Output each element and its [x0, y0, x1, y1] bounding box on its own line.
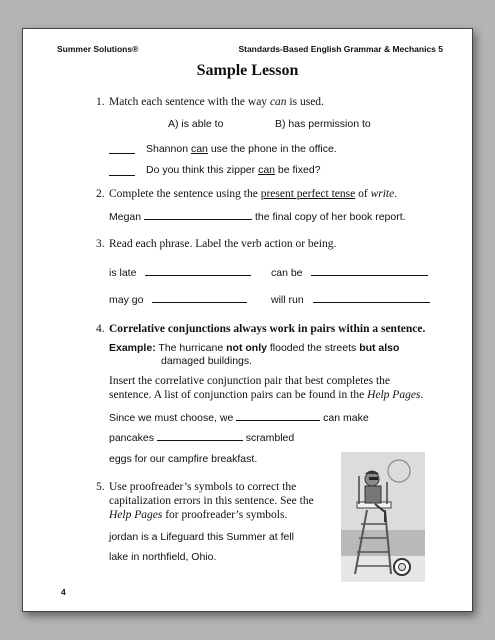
q4-answer-blank-1[interactable] — [236, 411, 320, 421]
q3-phrase-2 — [271, 266, 428, 279]
q3-phrase-4-text: will run — [271, 294, 304, 306]
q5-instruction-line-3-end: for proofreader’s symbols. — [162, 509, 288, 521]
q2-instruction-write: write — [370, 188, 395, 200]
q5-sentence-line-1: jordan is a Lifeguard this Summer at fell — [109, 531, 295, 543]
q3-answer-blank-2[interactable] — [311, 266, 428, 276]
q5-number: 5. — [96, 481, 105, 493]
q4-instruction-line-2-text: sentence. A list of conjunction pairs can be found in the — [109, 389, 368, 401]
header-series-title: Summer Solutions® — [57, 44, 139, 54]
q1-s1-post: use the phone in the office. — [207, 143, 337, 155]
q1-instruction-can: can — [269, 96, 287, 108]
q4-number: 4. — [96, 323, 105, 335]
q3-answer-blank-3[interactable] — [152, 293, 247, 303]
q3-phrase-4 — [271, 293, 430, 306]
q3-phrase-3-text: may go — [109, 294, 144, 306]
q5-help-pages: Help Pages — [109, 509, 163, 521]
q5-instruction-line-3 — [109, 509, 287, 521]
q4-example-label: Example: — [109, 342, 156, 354]
q4-sentence-1-start: Since we must choose, we — [109, 412, 234, 424]
q2-sentence-end: the final copy of her book report. — [254, 211, 406, 223]
q4-instruction-line-2 — [109, 389, 423, 401]
q4-heading: Correlative conjunctions always work in pairs within a sentence. — [109, 323, 426, 335]
q4-example — [109, 342, 399, 354]
q4-sentence-2-start: pancakes — [109, 432, 154, 444]
q1-s2-pre: Do you think this zipper — [146, 164, 259, 176]
q1-sentence-2 — [146, 164, 321, 176]
q1-answer-blank-1[interactable] — [109, 141, 135, 159]
q4-instruction-line-2-end: . — [420, 389, 424, 401]
q3-number: 3. — [96, 238, 105, 250]
q5-sentence-line-2: lake in northfield, Ohio. — [109, 551, 217, 563]
q4-help-pages: Help Pages — [367, 389, 421, 401]
q1-instruction — [109, 96, 324, 108]
q3-instruction: Read each phrase. Label the verb action or being. — [109, 238, 337, 250]
q1-s1-can: can — [190, 143, 208, 155]
q2-instruction — [109, 188, 397, 200]
q3-answer-blank-1[interactable] — [145, 266, 251, 276]
q5-instruction-line-1: Use proofreader’s symbols to correct the — [109, 481, 297, 493]
q4-example-mid: flooded the streets — [266, 342, 360, 354]
q4-example-line-2: damaged buildings. — [161, 355, 253, 367]
page-number: 4 — [61, 587, 66, 597]
q1-instruction-end: is used. — [286, 96, 324, 108]
page-title: Sample Lesson — [196, 62, 299, 79]
q4-sentence-1-end: can make — [323, 412, 369, 424]
q4-sentence-2-end: scrambled — [245, 432, 295, 444]
q1-sentence-1 — [146, 143, 337, 155]
q1-option-a: A) is able to — [168, 118, 224, 130]
q3-phrase-1-text: is late — [109, 267, 137, 279]
q3-phrase-3 — [109, 293, 247, 306]
q2-instruction-of: of — [355, 188, 371, 200]
q3-phrase-2-text: can be — [271, 267, 303, 279]
q4-example-not-only: not only — [226, 342, 267, 354]
q1-instruction-text: Match each sentence with the way — [109, 96, 270, 108]
q1-number: 1. — [96, 96, 105, 108]
q5-instruction-line-2: capitalization errors in this sentence. See the — [109, 495, 314, 507]
q4-example-but-also: but also — [359, 342, 400, 354]
q4-example-pre: The hurricane — [155, 342, 227, 354]
q4-sentence-line-2 — [109, 431, 294, 444]
q3-phrase-1 — [109, 266, 251, 279]
q4-sentence-line-3: eggs for our campfire breakfast. — [109, 453, 258, 465]
q4-sentence-line-1 — [109, 411, 369, 424]
q4-answer-blank-2[interactable] — [157, 431, 243, 441]
q2-instruction-text: Complete the sentence using the — [109, 188, 261, 200]
q1-s2-post: be fixed? — [275, 164, 321, 176]
q1-s1-pre: Shannon — [146, 143, 191, 155]
worksheet-page — [22, 28, 473, 612]
q1-answer-blank-2[interactable] — [109, 163, 135, 181]
q2-sentence — [109, 210, 406, 223]
q3-answer-blank-4[interactable] — [313, 293, 430, 303]
header-book-title: Standards-Based English Grammar & Mechanics 5 — [238, 44, 443, 54]
q1-option-b: B) has permission to — [275, 118, 371, 130]
q1-s2-can: can — [258, 164, 275, 176]
q2-instruction-end: . — [394, 188, 398, 200]
q4-instruction-line-1: Insert the correlative conjunction pair that best completes the — [109, 375, 391, 387]
q2-number: 2. — [96, 188, 105, 200]
q2-answer-blank[interactable] — [144, 210, 252, 220]
q2-instruction-tense: present perfect tense — [260, 188, 356, 200]
q2-sentence-start: Megan — [109, 211, 142, 223]
lifeguard-illustration — [341, 452, 425, 582]
